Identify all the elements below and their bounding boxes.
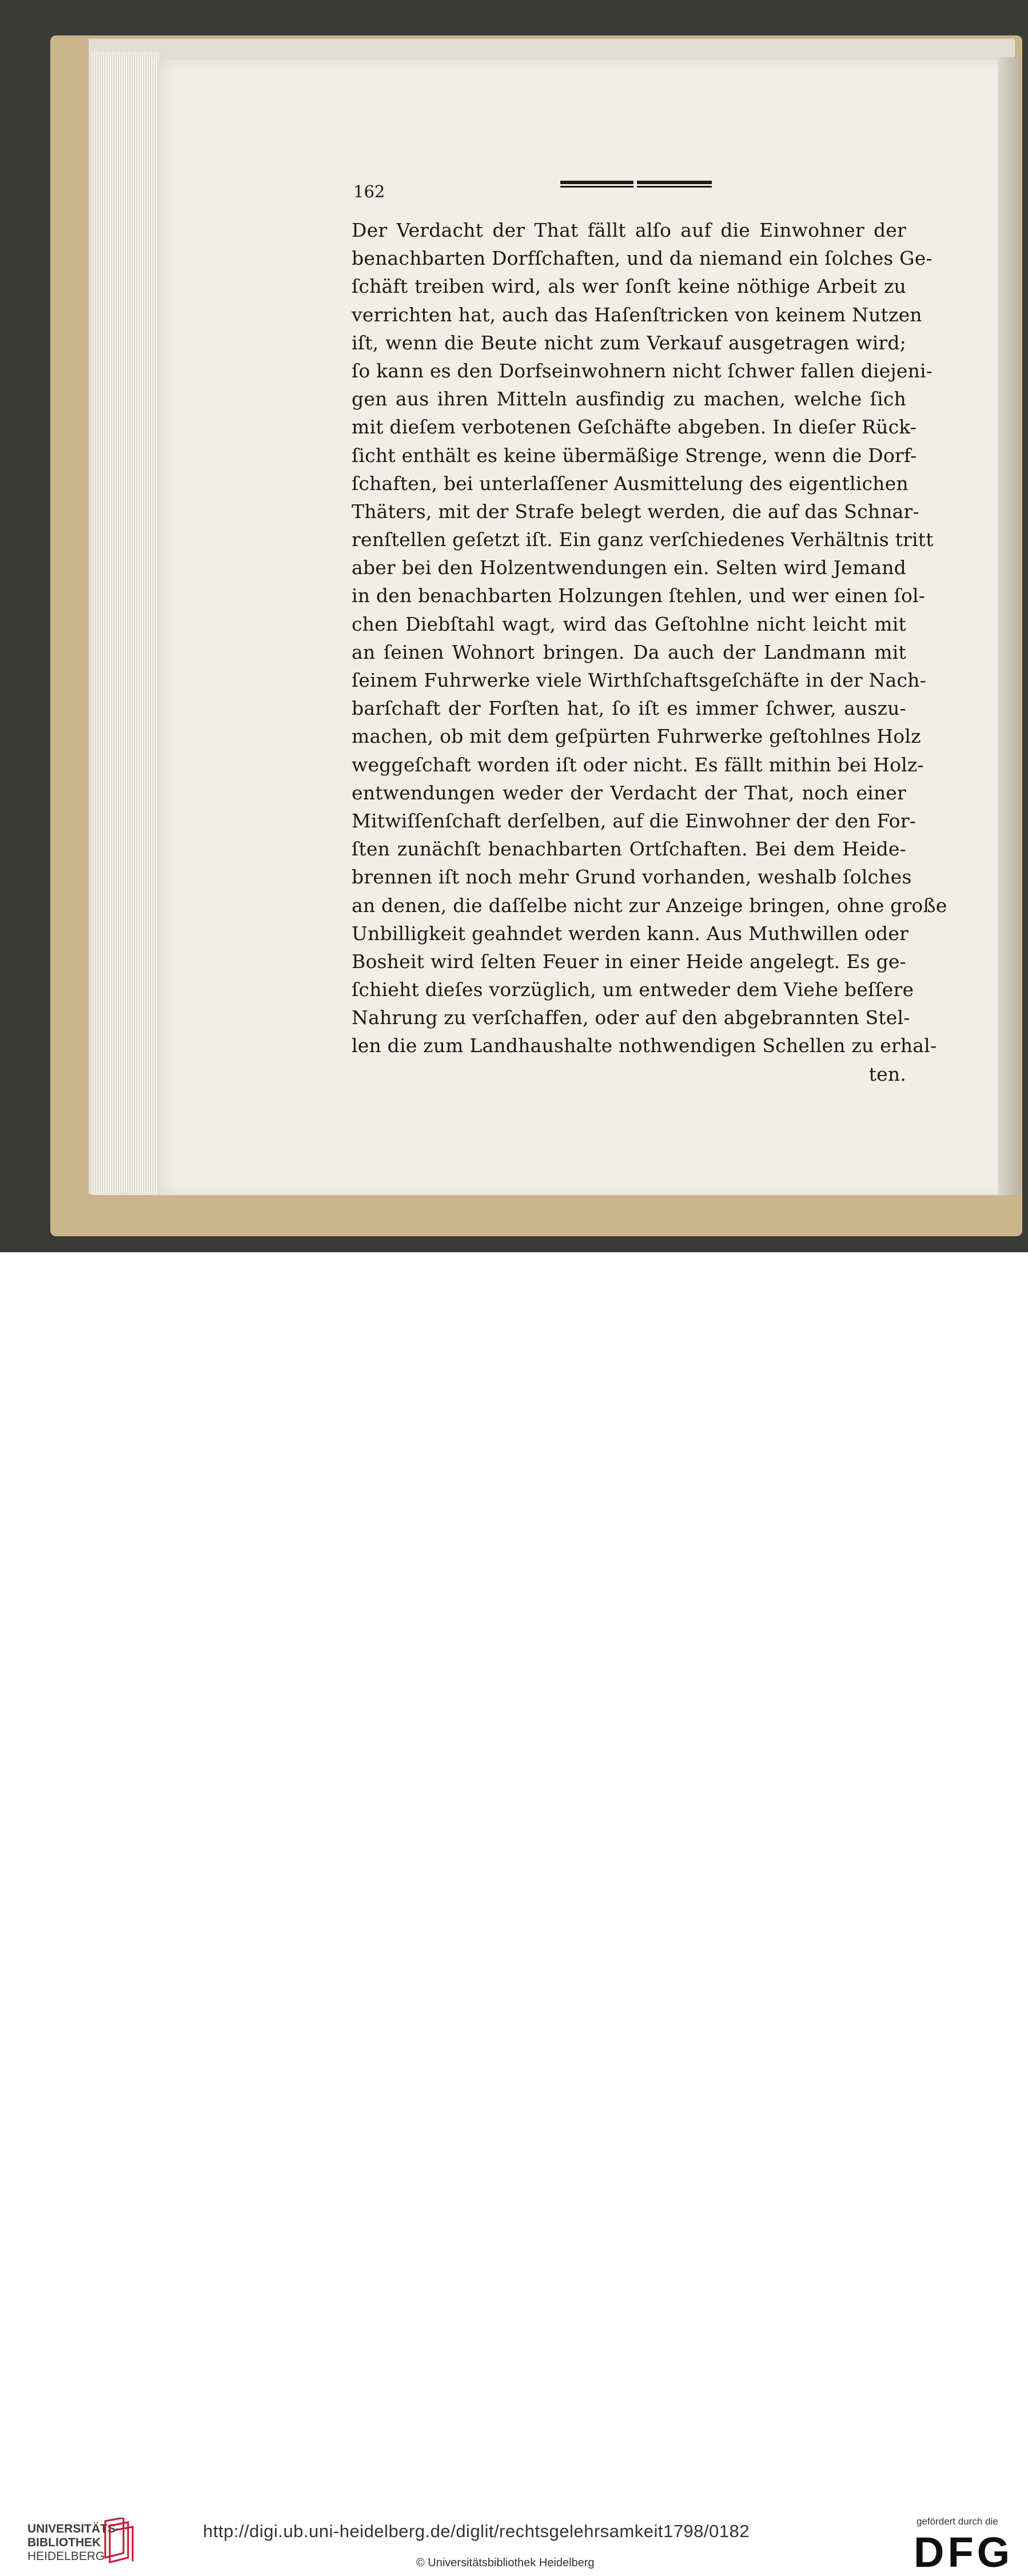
text-line: ſchäft treiben wird, als wer ſonſt keine nöthige Arbeit zu bbox=[352, 275, 906, 298]
text-line: ſeinem Fuhrwerke viele Wirthſchaftsgeſchäfte in der Nach- bbox=[352, 669, 926, 691]
copyright-notice: © Universitätsbibliothek Heidelberg bbox=[416, 2557, 595, 2569]
book-gutter bbox=[998, 57, 1021, 1195]
page-text bbox=[352, 216, 947, 1088]
text-line: Der Verdacht der That fällt alſo auf die Einwohner der bbox=[352, 219, 906, 241]
permalink-url[interactable]: http://digi.ub.uni-heidelberg.de/diglit/rechtsgelehrsamkeit1798/0182 bbox=[203, 2521, 750, 2541]
text-line: brennen iſt noch mehr Grund vorhanden, weshalb ſolches bbox=[352, 866, 912, 889]
footer-bar bbox=[0, 1252, 1028, 2576]
text-line: weggeſchaft worden iſt oder nicht. Es fällt mithin bei Holz- bbox=[352, 753, 924, 776]
page-number: 162 bbox=[353, 182, 385, 201]
text-line: aber bei den Holzentwendungen ein. Selten wird Jemand bbox=[352, 556, 906, 579]
text-line: gen aus ihren Mitteln ausfindig zu machen, welche ſich bbox=[352, 388, 906, 411]
text-line: ſicht enthält es keine übermäßige Strenge, wenn die Dorf- bbox=[352, 444, 917, 467]
text-line: an denen, die daſſelbe nicht zur Anzeige bringen, ohne große bbox=[352, 894, 947, 917]
text-line: machen, ob mit dem geſpürten Fuhrwerke geſtohlnes Holz bbox=[352, 725, 921, 748]
text-line: renſtellen geſetzt iſt. Ein ganz verſchiedenes Verhältnis tritt bbox=[352, 528, 934, 551]
library-name-line3: HEIDELBERG bbox=[27, 2550, 105, 2563]
catchword: ten. bbox=[868, 1062, 906, 1085]
dfg-logo: DFG bbox=[914, 2529, 1014, 2576]
text-line: Nahrung zu verſchaffen, oder auf den abgebrannten Stel- bbox=[352, 1006, 910, 1029]
text-line: chen Diebſtahl wagt, wird das Geſtohlne nicht leicht mit bbox=[352, 612, 906, 635]
library-logo-icon bbox=[101, 2518, 136, 2563]
page-edges bbox=[91, 51, 160, 1195]
text-line: Mitwiſſenſchaft derſelben, auf die Einwohner der den For- bbox=[352, 809, 917, 832]
header-rule bbox=[560, 181, 712, 189]
text-line: len die zum Landhaushalte nothwendigen Schellen zu erhal- bbox=[352, 1034, 937, 1057]
funded-by-label: gefördert durch die bbox=[917, 2516, 998, 2527]
text-line: ſo kann es den Dorfseinwohnern nicht ſchwer fallen diejeni- bbox=[352, 359, 933, 382]
text-line: an ſeinen Wohnort bringen. Da auch der Landmann mit bbox=[352, 640, 906, 663]
text-line: in den benachbarten Holzungen ſtehlen, und wer einen ſol- bbox=[352, 584, 926, 607]
text-line: ſten zunächſt benachbarten Ortſchaften. Bei dem Heide- bbox=[352, 838, 906, 861]
scanned-book-image bbox=[0, 0, 1028, 1252]
library-name-line2: BIBLIOTHEK bbox=[27, 2536, 101, 2549]
text-line: entwendungen weder der Verdacht der That, noch einer bbox=[352, 781, 906, 804]
text-line: mit dieſem verbotenen Geſchäfte abgeben. In dieſer Rück- bbox=[352, 416, 917, 439]
text-line: Bosheit wird ſelten Feuer in einer Heide angelegt. Es ge- bbox=[352, 950, 906, 973]
text-line: verrichten hat, auch das Haſenſtricken von keinem Nutzen bbox=[352, 303, 922, 326]
text-line: ſchieht dieſes vorzüglich, um entweder dem Viehe beſſere bbox=[352, 978, 914, 1001]
text-line: Unbilligkeit geahndet werden kann. Aus Muthwillen oder bbox=[352, 922, 909, 945]
text-line: iſt, wenn die Beute nicht zum Verkauf ausgetragen wird; bbox=[352, 331, 906, 354]
text-line: barſchaft der Forſten hat, ſo iſt es immer ſchwer, auszu- bbox=[352, 697, 906, 720]
text-line: benachbarten Dorfſchaften, und da niemand ein ſolches Ge- bbox=[352, 247, 933, 270]
text-line: ſchaften, bei unterlaſſener Ausmittelung des eigentlichen bbox=[352, 472, 909, 495]
text-line: Thäters, mit der Strafe belegt werden, die auf das Schnar- bbox=[352, 500, 919, 523]
library-name-line1: UNIVERSITÄTS- bbox=[27, 2522, 120, 2535]
